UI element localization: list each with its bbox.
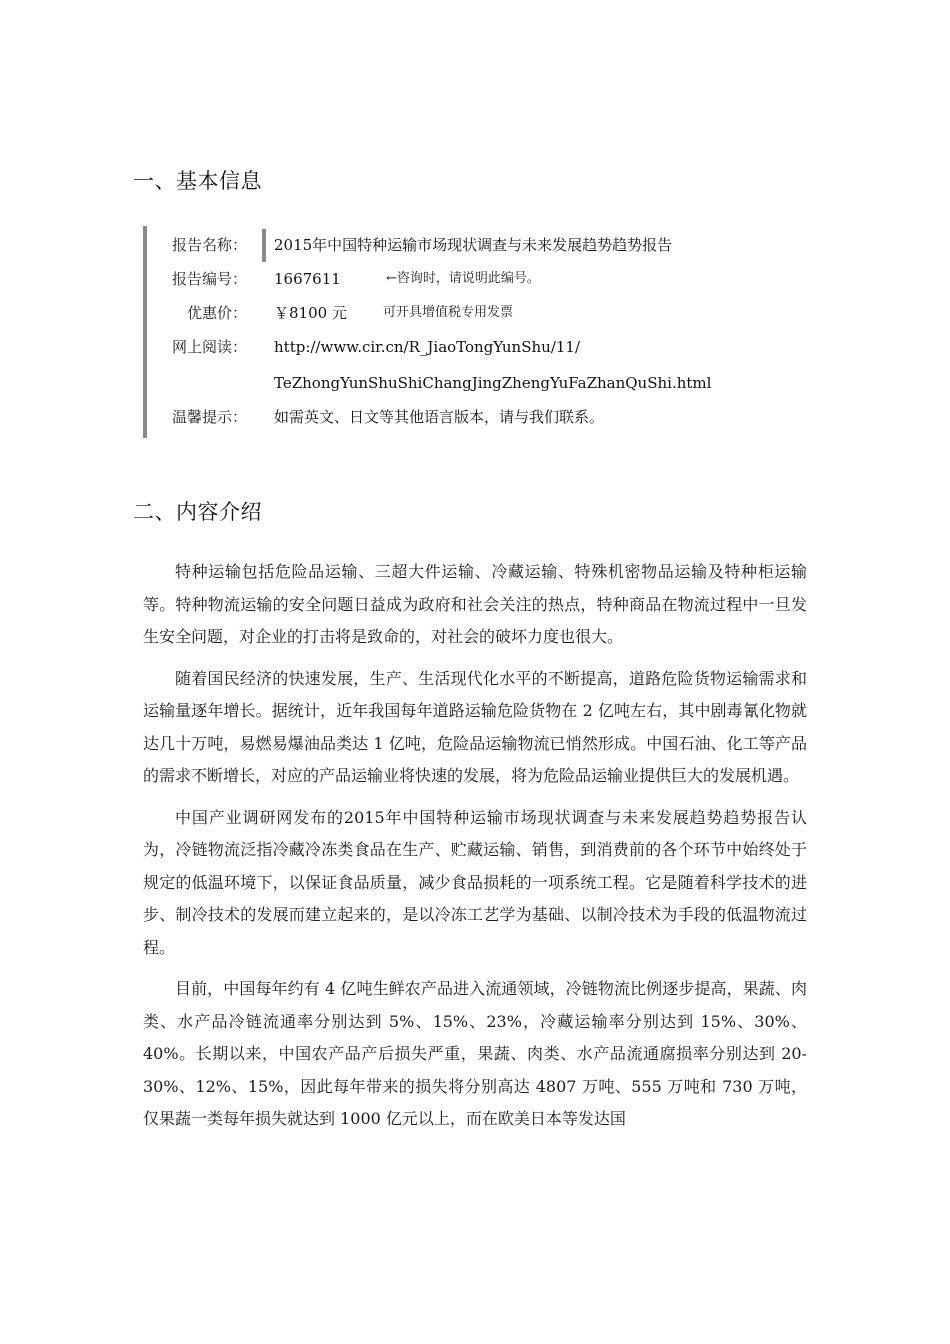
title-marker — [262, 229, 266, 262]
url-link-line1[interactable]: http://www.cir.cn/R_JiaoTongYunShu/11/ — [274, 338, 581, 356]
tip-text: 如需英文、日文等其他语言版本，请与我们联系。 — [274, 408, 605, 426]
report-no: 1667611 — [274, 270, 341, 288]
paragraph: 特种运输包括危险品运输、三超大件运输、冷藏运输、特殊机密物品运输及特种柜运输等。特种物流运输的安全问题日益成为政府和社会关注的热点，特种商品在物流过程中一旦发生安全问题，对企业的打击将是致命的，对社会的破坏力度也很大。 — [143, 562, 807, 646]
url-label: 网上阅读： — [171, 338, 247, 356]
report-name-label: 报告名称： — [171, 236, 247, 254]
content-body — [143, 556, 807, 1145]
price-note: 可开具增值税专用发票 — [383, 305, 514, 320]
basic-info-block — [143, 226, 827, 438]
url-link-line2[interactable]: TeZhongYunShuShiChangJingZhengYuFaZhanQuShi.html — [274, 374, 712, 392]
report-no-label: 报告编号： — [171, 270, 247, 288]
section-title-basic-info: 一、基本信息 — [133, 169, 262, 193]
info-row-price — [147, 296, 827, 330]
report-name: 2015年中国特种运输市场现状调查与未来发展趋势趋势报告 — [274, 236, 673, 254]
paragraph: 目前，中国每年约有 4 亿吨生鲜农产品进入流通领域，冷链物流比例逐步提高，果蔬、肉类、水产品冷链流通率分别达到 5%、15%、23%，冷藏运输率分别达到 15%、30%、40%。长期以来，中国农产品产后损失严重，果蔬、肉类、水产品流通腐损率分别达到 20-30%、12%、15%，因此每年带来的损失将分别高达 4807 万吨、555 万吨和 730 万吨，仅果蔬一类每年损失就达到 1000 亿元以上，而在欧美日本等发达国 — [143, 979, 807, 1128]
info-row-report-no — [147, 262, 827, 296]
section-title-content-intro: 二、内容介绍 — [133, 500, 262, 524]
tip-label: 温馨提示： — [171, 408, 247, 426]
paragraph: 随着国民经济的快速发展，生产、生活现代化水平的不断提高，道路危险货物运输需求和运输量逐年增长。据统计，近年我国每年道路运输危险货物在 2 亿吨左右，其中剧毒氰化物就达几十万吨，易燃易爆油品类达 1 亿吨，危险品运输物流已悄然形成。中国石油、化工等产品的需求不断增长，对应的产品运输业将快速的发展，将为危险品运输业提供巨大的发展机遇。 — [143, 668, 807, 785]
price-label: 优惠价： — [186, 304, 247, 322]
report-no-note: ←咨询时，请说明此编号。 — [386, 271, 540, 286]
paragraph: 中国产业调研网发布的2015年中国特种运输市场现状调查与未来发展趋势趋势报告认为，冷链物流泛指冷藏冷冻类食品在生产、贮藏运输、销售，到消费前的各个环节中始终处于规定的低温环境下，以保证食品质量，减少食品损耗的一项系统工程。它是随着科学技术的进步、制冷技术的发展而建立起来的，是以冷冻工艺学为基础、以制冷技术为手段的低温物流过程。 — [143, 807, 807, 957]
price: ￥8100 元 — [274, 304, 347, 322]
